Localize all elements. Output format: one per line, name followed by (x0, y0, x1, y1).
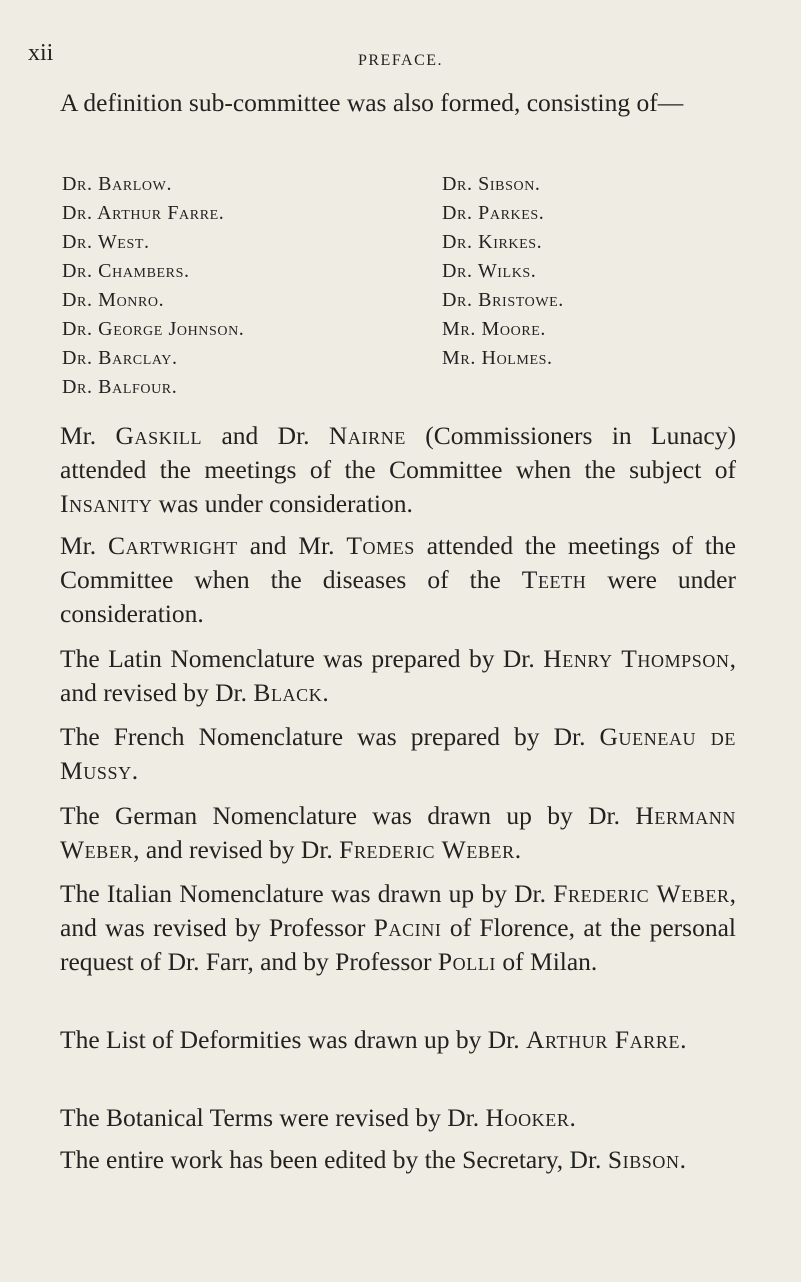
member-name: Dr. Sibson. (442, 173, 541, 195)
member-name: Dr. Monro. (62, 289, 165, 311)
member-column-right (442, 170, 564, 373)
member-name: Dr. George Johnson. (62, 318, 245, 340)
text: and Dr. (202, 421, 329, 450)
intro-paragraph: A definition sub-committee was also formed, consisting of— (60, 88, 684, 117)
person-name: Henry Thompson (543, 644, 730, 673)
person-name: Arthur Farre (526, 1025, 681, 1054)
subject-term: Insanity (60, 489, 153, 518)
paragraph-french (60, 720, 736, 788)
member-name: Dr. Arthur Farre. (62, 202, 225, 224)
text: The Italian Nomenclature was drawn up by Dr. (60, 879, 554, 908)
person-name: Hermann Weber (60, 801, 736, 864)
text: (Commissioners in Lunacy) attended the meetings of the Committee when the subject of (60, 421, 736, 484)
member-name: Dr. Balfour. (62, 376, 178, 398)
paragraph-german (60, 799, 736, 867)
member-name: Dr. West. (62, 231, 150, 253)
text: . (679, 1145, 686, 1174)
person-name: Black (253, 678, 323, 707)
text: The Botanical Terms were revised by Dr. (60, 1103, 486, 1132)
running-head: PREFACE. (357, 52, 444, 69)
paragraph-editor (60, 1143, 736, 1177)
subject-term: Teeth (521, 565, 587, 594)
person-name: Gaskill (115, 421, 203, 450)
member-name: Dr. Parkes. (442, 202, 545, 224)
paragraph-deformities (60, 1023, 736, 1057)
person-name: Hooker (485, 1103, 570, 1132)
paragraph-teeth (60, 529, 736, 631)
person-name: Cartwright (107, 531, 238, 560)
text: attended the meetings of the Committee when the diseases of the (60, 531, 736, 594)
text: The List of Deformities was drawn up by Dr. (60, 1025, 526, 1054)
text: , and was revised by Professor (60, 879, 737, 942)
text: The entire work has been edited by the Secretary, Dr. (60, 1145, 608, 1174)
text: . (680, 1025, 687, 1054)
text: Mr. (60, 531, 108, 560)
paragraph-latin (60, 642, 736, 710)
member-name: Dr. Chambers. (62, 260, 190, 282)
text: The Latin Nomenclature was prepared by Dr. (60, 644, 544, 673)
member-name: Dr. Barlow. (62, 173, 173, 195)
member-name: Dr. Bristowe. (442, 289, 564, 311)
text: of Florence, at the personal request of Dr. Farr, and by Professor (60, 913, 736, 976)
person-name: Tomes (346, 531, 415, 560)
text: . (131, 756, 139, 785)
member-name: Dr. Kirkes. (442, 231, 543, 253)
text: . (569, 1103, 576, 1132)
page-number: xii (28, 40, 54, 66)
person-name: Sibson (607, 1145, 680, 1174)
person-name: Polli (437, 947, 497, 976)
person-name: Nairne (328, 421, 406, 450)
text: was under consideration. (152, 489, 413, 518)
text: of Milan. (496, 947, 598, 976)
person-name: Frederic Weber (553, 879, 730, 908)
person-name: Pacini (373, 913, 442, 942)
paragraph-lunacy (60, 419, 736, 521)
member-name: Dr. Barclay. (62, 347, 178, 369)
text: The French Nomenclature was prepared by Dr. (60, 722, 600, 751)
text: The German Nomenclature was drawn up by Dr. (60, 801, 636, 830)
text: , and revised by Dr. (60, 644, 736, 707)
paragraph-botanical (60, 1101, 736, 1135)
member-name: Mr. Moore. (442, 318, 547, 340)
member-name: Dr. Wilks. (442, 260, 537, 282)
text: . (322, 678, 329, 707)
text: were under consideration. (60, 565, 736, 628)
text: and Mr. (237, 531, 347, 560)
text: . (514, 835, 522, 864)
person-name: Gueneau de Mussy (60, 722, 737, 785)
paragraph-italian (60, 877, 736, 979)
member-column-left (62, 170, 244, 402)
member-name: Mr. Holmes. (442, 347, 553, 369)
text: Mr. (60, 421, 116, 450)
text: , and revised by Dr. (133, 835, 340, 864)
person-name: Frederic Weber (339, 835, 515, 864)
